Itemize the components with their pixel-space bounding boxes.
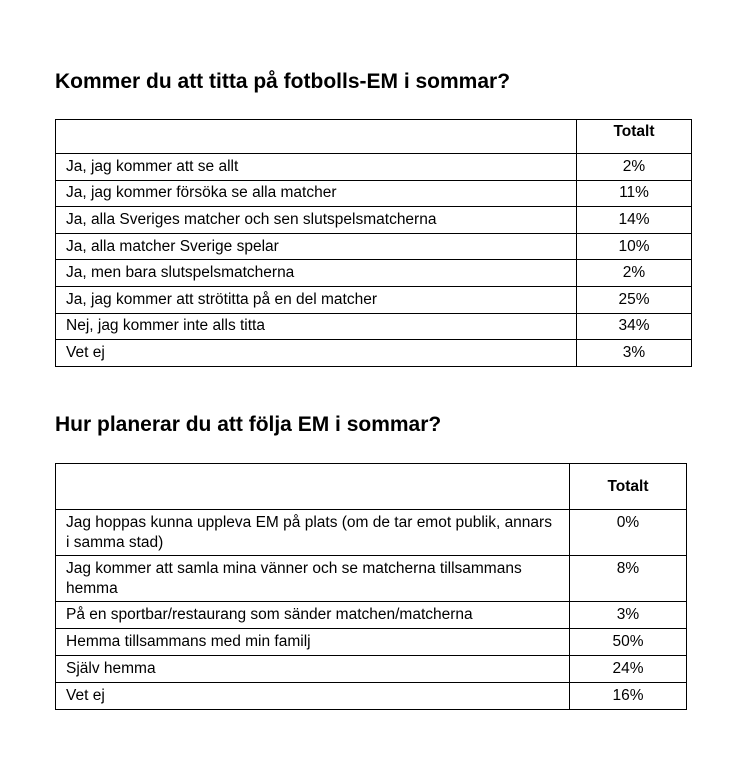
- table-row: [56, 286, 692, 313]
- row-value: 34%: [577, 313, 692, 340]
- row-value: 8%: [570, 556, 687, 602]
- row-label: Vet ej: [56, 683, 570, 710]
- row-value: 25%: [577, 286, 692, 313]
- column-header-totalt: Totalt: [570, 464, 687, 510]
- row-value: 16%: [570, 683, 687, 710]
- section1-title: Kommer du att titta på fotbolls-EM i sommar?: [55, 70, 511, 93]
- empty-header-cell: [56, 120, 577, 154]
- section2-title: Hur planerar du att följa EM i sommar?: [55, 413, 442, 436]
- row-value: 11%: [577, 180, 692, 207]
- table-row: [56, 656, 687, 683]
- table-row: [56, 340, 692, 367]
- table-row: [56, 154, 692, 181]
- table-row: [56, 180, 692, 207]
- row-value: 24%: [570, 656, 687, 683]
- row-value: 3%: [570, 602, 687, 629]
- row-value: 0%: [570, 510, 687, 556]
- row-label: Ja, alla matcher Sverige spelar: [56, 233, 577, 260]
- survey-table-2: [55, 463, 687, 710]
- row-label: Ja, jag kommer försöka se alla matcher: [56, 180, 577, 207]
- row-label: Hemma tillsammans med min familj: [56, 629, 570, 656]
- empty-header-cell: [56, 464, 570, 510]
- table-row: [56, 510, 687, 556]
- row-label: Ja, jag kommer att se allt: [56, 154, 577, 181]
- row-value: 3%: [577, 340, 692, 367]
- table-row: [56, 683, 687, 710]
- table-row: [56, 313, 692, 340]
- row-label: Ja, alla Sveriges matcher och sen slutspelsmatcherna: [56, 207, 577, 234]
- row-value: 2%: [577, 260, 692, 287]
- table-row: [56, 207, 692, 234]
- row-label: På en sportbar/restaurang som sänder matchen/matcherna: [56, 602, 570, 629]
- row-value: 10%: [577, 233, 692, 260]
- table-row: [56, 629, 687, 656]
- row-label: Ja, men bara slutspelsmatcherna: [56, 260, 577, 287]
- table-row: [56, 602, 687, 629]
- table-row: [56, 233, 692, 260]
- row-label: Själv hemma: [56, 656, 570, 683]
- row-label: Vet ej: [56, 340, 577, 367]
- row-label: Ja, jag kommer att strötitta på en del matcher: [56, 286, 577, 313]
- row-label: Nej, jag kommer inte alls titta: [56, 313, 577, 340]
- table-row: [56, 556, 687, 602]
- row-value: 2%: [577, 154, 692, 181]
- table-row: [56, 260, 692, 287]
- table-header-row: [56, 120, 692, 154]
- table-header-row: [56, 464, 687, 510]
- row-label: Jag kommer att samla mina vänner och se matcherna tillsammans hemma: [56, 556, 570, 602]
- survey-table-1: [55, 119, 692, 367]
- row-value: 50%: [570, 629, 687, 656]
- row-label: Jag hoppas kunna uppleva EM på plats (om de tar emot publik, annars i samma stad): [56, 510, 570, 556]
- column-header-totalt: Totalt: [577, 120, 692, 154]
- row-value: 14%: [577, 207, 692, 234]
